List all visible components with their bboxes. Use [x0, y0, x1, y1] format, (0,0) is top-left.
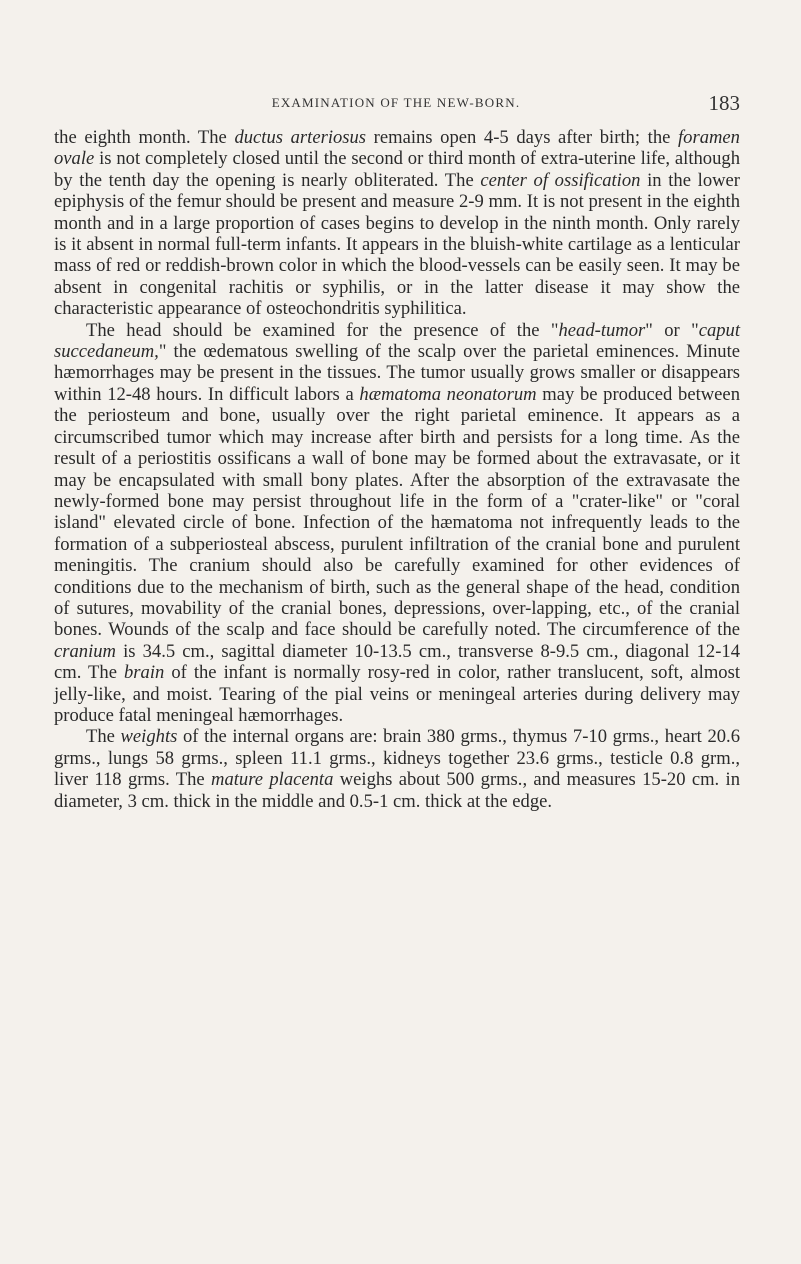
text-run: the eighth month. The [54, 127, 235, 148]
text-run: " the œdematous swelling of the scalp over the parietal eminences. Minute hæmorrhages may be present in the tissues. The tumor usually grows smaller or disappears within 12-48 hours. In difficult labors a [54, 341, 740, 405]
text-run: may be produced between the periosteum and bone, usually over the right parietal eminence. It appears as a circumscribed tumor which may increase after birth and persists for a long time. As the result of a periostitis ossificans a wall of bone may be formed about the extravasate, or it may be encapsulated with small bony plates. After the absorption of the extravasate the newly-formed bone may persist throughout life in the form of a "crater-like" or "coral island" elevated circle of bone. Infection of the hæmatoma not infrequently leads to the formation of a subperiosteal abscess, purulent infiltration of the cranial bone and purulent meningitis. The cranium should also be carefully examined for other evidences of conditions due to the mechanism of birth, such as the general shape of the head, condition of sutures, movability of the cranial bones, depressions, over-lapping, etc., of the cranial bones. Wounds of the scalp and face should be carefully noted. The circumference of the [54, 383, 740, 641]
running-header [52, 93, 740, 117]
text-run: of the internal organs are: brain 380 grms., thymus 7-10 grms., heart 20.6 grms., lungs 58 grms., spleen 11.1 grms., kidneys together 23.6 grms., testicle 0.8 grm., liver 118 grms. The [54, 726, 741, 791]
italic-term: brain [124, 662, 165, 684]
page-number: 183 [708, 91, 740, 115]
italic-term: head-tumor [558, 319, 646, 341]
text-run: The head should be examined for the presence of the " [86, 319, 559, 341]
paragraph-head-examination [54, 320, 740, 727]
text-run: in the lower epiphysis of the femur should be present and measure 2-9 mm. It is not present in the eighth month and in a large proportion of cases begins to develop in the ninth month. Only rarely is it absent in normal full-term infants. It appears in the bluish-white cartilage as a lenticular mass of red or reddish-brown color in which the blood-vessels can be easily seen. It may be absent in congenital rachitis or syphilis, or in the latter disease it may show the characteristic appearance of osteochondritis syphilitica. [54, 169, 740, 320]
body-text [54, 127, 740, 812]
text-run: of the infant is normally rosy-red in color, rather translucent, soft, almost jelly-like, and moist. Tearing of the pial veins or meningeal arteries during delivery may produce fatal meningeal hæmorrhages. [54, 662, 740, 726]
italic-term: caput succedaneum, [54, 319, 740, 363]
text-run: is 34.5 cm., sagittal diameter 10-13.5 cm., transverse 8-9.5 cm., diagonal 12-14 cm. The [54, 640, 740, 684]
italic-term: hæmatoma neonatorum [359, 383, 537, 405]
italic-term: foramen ovale [54, 127, 740, 170]
running-title: EXAMINATION OF THE NEW-BORN. [271, 95, 521, 110]
paragraph-ossification [54, 127, 740, 320]
italic-term: center of ossification [480, 169, 641, 191]
text-run: The [86, 726, 121, 748]
paragraph-organ-weights [54, 726, 740, 812]
italic-term: weights [120, 726, 178, 748]
italic-term: cranium [54, 640, 116, 662]
text-run: weighs about 500 grms., and measures 15-20 cm. in diameter, 3 cm. thick in the middle and 0.5-1 cm. thick at the edge. [54, 769, 740, 812]
italic-term: mature placenta [211, 769, 334, 791]
italic-term: ductus arteriosus [234, 127, 367, 148]
text-run: " or " [645, 319, 699, 341]
text-run: remains open 4-5 days after birth; the [366, 127, 678, 148]
text-run: is not completely closed until the second or third month of extra-uterine life, although by the tenth day the opening is nearly obliterated. The [54, 148, 740, 191]
